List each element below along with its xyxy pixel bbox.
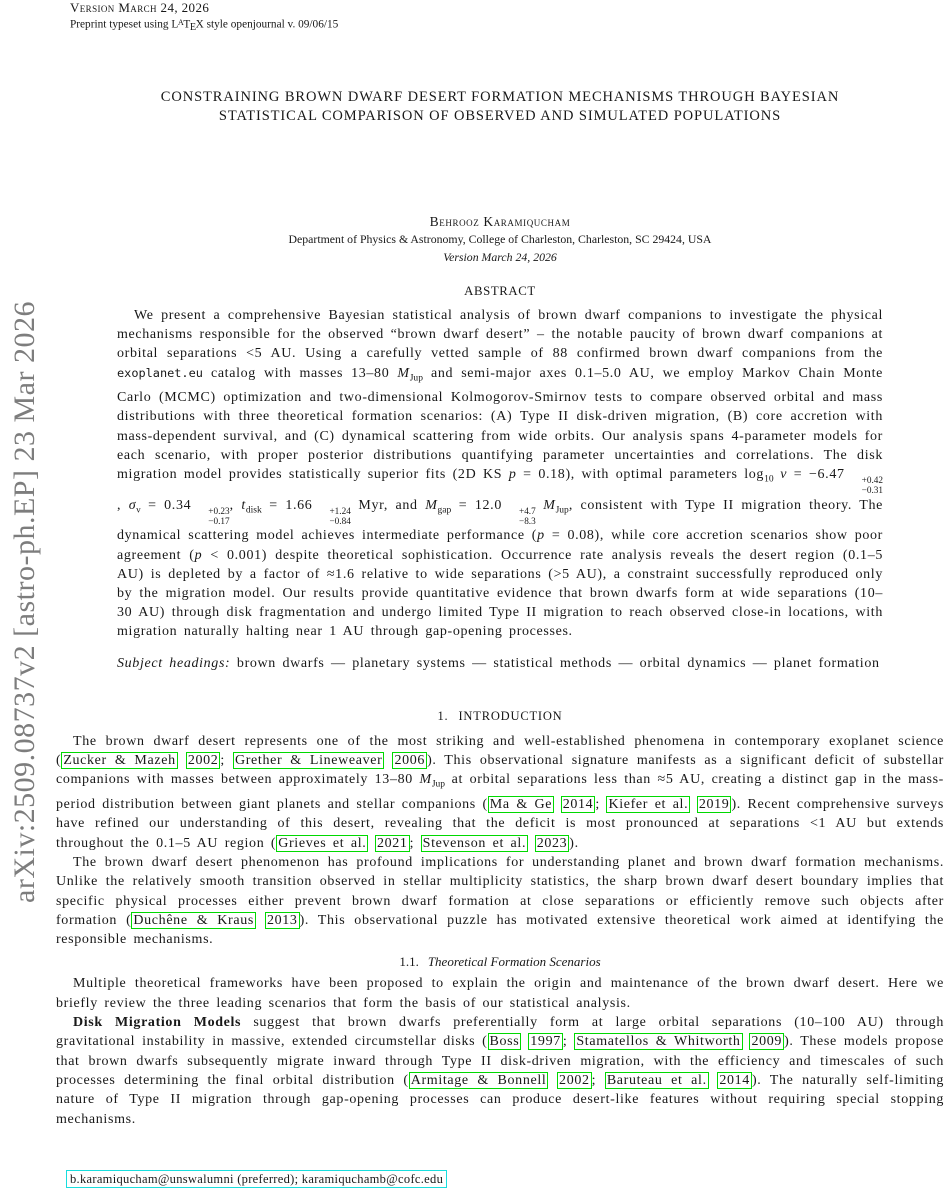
text-segment: = 1.66 <box>261 497 313 513</box>
main-column <box>56 88 944 1129</box>
citation-link[interactable]: Stevenson et al. <box>422 835 527 851</box>
text-segment: ; <box>562 1034 575 1050</box>
text-segment: = 12.0 <box>451 497 502 513</box>
citation-link[interactable]: 2021 <box>376 835 408 851</box>
scenarios-paragraph-2 <box>56 1013 944 1129</box>
version-date: Version March 24, 2026 <box>443 250 557 264</box>
text-segment: 10 <box>764 474 774 485</box>
citation-link[interactable]: Duchêne & Kraus <box>133 912 254 928</box>
paper-title: CONSTRAINING BROWN DWARF DESERT FORMATION MECHANISMS THROUGH BAYESIAN STATISTICAL COMPARISON OF OBSERVED AND SIMULATED POPULATIONS <box>160 89 840 124</box>
author-name: Behrooz Karamiqucham <box>429 214 571 229</box>
text-segment: ). The naturally self-limiting nature of Type II migration through gap-opening processes can produce desert-like features without requiring special stopping mechanisms. <box>56 1072 945 1127</box>
text-segment: Preprint typeset using L <box>70 18 179 31</box>
text-segment: at orbital separations less than ≈5 AU, creating a distinct gap in the mass-period distribution between giant planets and stellar companions ( <box>56 772 944 813</box>
text-segment: We present a comprehensive Bayesian statistical analysis of brown dwarf companions to investigate the physical mechanisms responsible for the observed “brown dwarf desert” – the notable paucity of brown dwarf companions at orbital separations <5 AU. Using a carefully vetted sample of 88 confirmed brown dwarf companions from the <box>117 308 883 362</box>
text-segment <box>690 797 697 812</box>
text-segment: and semi-major axes 0.1–5.0 AU, we employ Markov Chain Monte Carlo (MCMC) optimization and two-dimensional Kolmogorov-Smirnov tests to compare observed orbital and mass distributions with three theoretical formation scenarios: (A) Type II disk-driven migration, (B) core accretion with mass-dependent survival, and (C) dynamical scattering from wide orbits. Our analysis spans 4-parameter models for each scenario, with proper posterior distributions quantifying parameter uncertainties and correlations. The disk migration model provides statistically superior fits (2D KS <box>117 365 883 482</box>
text-segment: X style openjournal v. 09/06/15 <box>195 18 339 31</box>
text-segment: ). These models propose that brown dwarfs subsequently migrate inward through Type II disk-driven migration, with the efficiency and timescales of such processes determining the final orbital distribution ( <box>56 1034 944 1088</box>
citation-link[interactable]: 1997 <box>530 1034 561 1050</box>
text-segment: M <box>419 772 432 788</box>
text-segment: catalog with masses 13–80 <box>202 365 398 381</box>
text-segment: M <box>397 365 410 381</box>
text-segment: ν <box>136 505 141 516</box>
citation-link[interactable]: 2014 <box>719 1072 750 1088</box>
citation-link[interactable]: Baruteau et al. <box>606 1072 707 1088</box>
text-segment: = 0.18), with optimal parameters log <box>516 466 765 482</box>
citation-link[interactable]: Boss <box>489 1034 520 1050</box>
text-segment: Jup <box>555 505 569 516</box>
text-segment: M <box>543 497 556 513</box>
citation-link[interactable]: Ma & Ge <box>489 797 553 813</box>
preprint-header <box>70 1 338 34</box>
citation-link[interactable]: 2009 <box>751 1034 783 1050</box>
text-segment: ). This observational puzzle has motivated extensive theoretical work aimed at identifying the responsible mechanisms. <box>56 912 944 948</box>
scenarios-paragraph-1 <box>56 974 944 1013</box>
subsection-title: Theoretical Formation Scenarios <box>427 954 601 970</box>
text-segment: , <box>229 497 242 513</box>
text-segment: disk <box>245 505 262 516</box>
text-segment: T <box>183 18 191 31</box>
text-segment: Jup <box>431 779 446 790</box>
text-segment: ). <box>569 835 579 851</box>
text-segment: < 0.001) despite theoretical sophistication. Occurrence rate analysis reveals the desert region (0.1–5 AU) is depleted by a factor of ≈1.6 relative to wide separations (>5 AU), a constraint successfully reproduced only by the migration model. Our results provide quantitative evidence that brown dwarfs form at wide separations (10–30 AU) through disk fragmentation and undergo limited Type II migration to reach observed close-in locations, with migration naturally halting near 1 AU through gap-opening processes. <box>117 547 883 640</box>
email-link[interactable]: b.karamiqucham@unswalumni (preferred); karamiquchamb@cofc.edu <box>66 1170 447 1188</box>
citation-link[interactable]: 2019 <box>698 797 730 813</box>
version-line: Version March 24, 2026 <box>70 0 210 15</box>
citation-link[interactable]: Armitage & Bonnell <box>410 1072 547 1088</box>
text-segment: E <box>189 21 197 33</box>
intro-paragraph-1 <box>56 732 944 853</box>
abstract-heading: ABSTRACT <box>464 284 536 298</box>
text-segment: = −6.47 <box>787 466 845 482</box>
text-segment: Jup <box>409 372 423 383</box>
text-segment: σ <box>128 497 137 513</box>
text-segment: suggest that brown dwarfs preferentially form at large orbital separations (10–100 AU) through gravitational instability in massive, extended circumstellar disks ( <box>56 1015 944 1050</box>
citation-link[interactable]: Zucker & Mazeh <box>63 753 176 769</box>
text-segment <box>178 753 186 768</box>
text-segment: , <box>117 497 129 513</box>
text-segment: t <box>241 497 246 513</box>
text-segment: ; <box>595 797 607 813</box>
citation-link[interactable]: 2006 <box>394 753 426 769</box>
text-segment <box>554 797 561 812</box>
text-segment: A <box>177 18 184 27</box>
text-segment: ; <box>591 1072 605 1088</box>
citation-link[interactable]: Stamatellos & Whitworth <box>576 1034 741 1050</box>
text-segment: = 0.08), while core accretion scenarios show poor agreement ( <box>117 528 883 563</box>
text-segment: ; <box>220 753 233 769</box>
typeset-line <box>70 16 338 34</box>
text-segment <box>528 836 535 851</box>
text-segment: ). Recent comprehensive surveys have refined our understanding of this desert, revealing that the deficit is most pronounced at separations <1 AU but extends throughout the 0.1–5 AU region ( <box>56 797 944 851</box>
text-segment: p <box>194 547 203 563</box>
math-error-bounds: +1.24 −0.84 <box>329 505 351 527</box>
text-segment: The brown dwarf desert phenomenon has profound implications for understanding planet and brown dwarf formation mechanisms. Unlike the relatively smooth transition observed in stellar multiplicity statistics, the sharp brown dwarf desert boundary implies that specific physical processes either prevent brown dwarf formation at close separations or efficiently remove such objects after formation ( <box>56 854 944 928</box>
text-segment: , consistent with Type II migration theory. The dynamical scattering model achieves intermediate performance ( <box>117 497 884 544</box>
text-segment: Disk Migration Models <box>73 1015 242 1031</box>
subject-headings <box>117 654 883 673</box>
text-segment: ; <box>409 835 421 851</box>
section-number: 1. <box>437 708 449 723</box>
text-segment: Myr, and <box>350 497 426 513</box>
text-segment: gap <box>437 505 452 516</box>
citation-link[interactable]: 2023 <box>536 835 568 851</box>
citation-link[interactable]: 2002 <box>187 753 219 769</box>
text-segment <box>548 1073 557 1088</box>
text-segment: The brown dwarf desert represents one of the most striking and well-established phenomena in contemporary exoplanet science ( <box>56 733 944 769</box>
section-title: INTRODUCTION <box>458 708 563 723</box>
text-segment: M <box>425 497 438 513</box>
subsection-number: 1.1. <box>399 954 419 970</box>
abstract-text <box>117 306 883 642</box>
citation-link[interactable]: Grieves et al. <box>278 835 367 851</box>
text-segment: Multiple theoretical frameworks have been proposed to explain the origin and maintenance of the brown dwarf desert. Here we briefly review the three leading scenarios that form the basis of our statistical analysis. <box>56 976 944 1011</box>
subject-headings-label: Subject headings: <box>117 655 231 671</box>
citation-link[interactable]: 2002 <box>559 1072 590 1088</box>
text-segment: ). This observational signature manifests as a significant deficit of substellar companions with masses between approximately 13–80 <box>56 753 944 788</box>
math-error-bounds: +0.42 −0.31 <box>861 475 883 496</box>
math-error-bounds: +4.7 −8.3 <box>518 505 536 527</box>
text-segment: = 0.34 <box>140 497 192 513</box>
author-email-footnote <box>66 1172 447 1187</box>
citation-link[interactable]: Grether & Lineweaver <box>234 753 383 769</box>
citation-link[interactable]: 2014 <box>562 797 594 813</box>
citation-link[interactable]: 2013 <box>266 912 298 928</box>
citation-link[interactable]: Kiefer et al. <box>608 797 689 813</box>
author-affiliation: Department of Physics & Astronomy, College of Charleston, Charleston, SC 29424, USA <box>288 232 712 246</box>
intro-paragraph-2 <box>56 853 944 949</box>
math-error-bounds: +0.23 −0.17 <box>208 505 230 527</box>
section-heading-introduction <box>56 709 944 724</box>
text-segment <box>256 913 265 928</box>
text-segment: p <box>537 528 545 544</box>
text-segment <box>368 836 375 851</box>
catalog-name: exoplanet.eu <box>117 365 203 380</box>
subsection-heading-scenarios <box>56 954 944 970</box>
arxiv-watermark: arXiv:2509.08737v2 [astro-ph.EP] 23 Mar 2026 <box>8 301 41 903</box>
text-segment: ν <box>780 466 788 482</box>
text-segment: p <box>508 466 517 482</box>
subject-headings-terms: brown dwarfs — planetary systems — statistical methods — orbital dynamics — planet formation <box>230 655 880 671</box>
